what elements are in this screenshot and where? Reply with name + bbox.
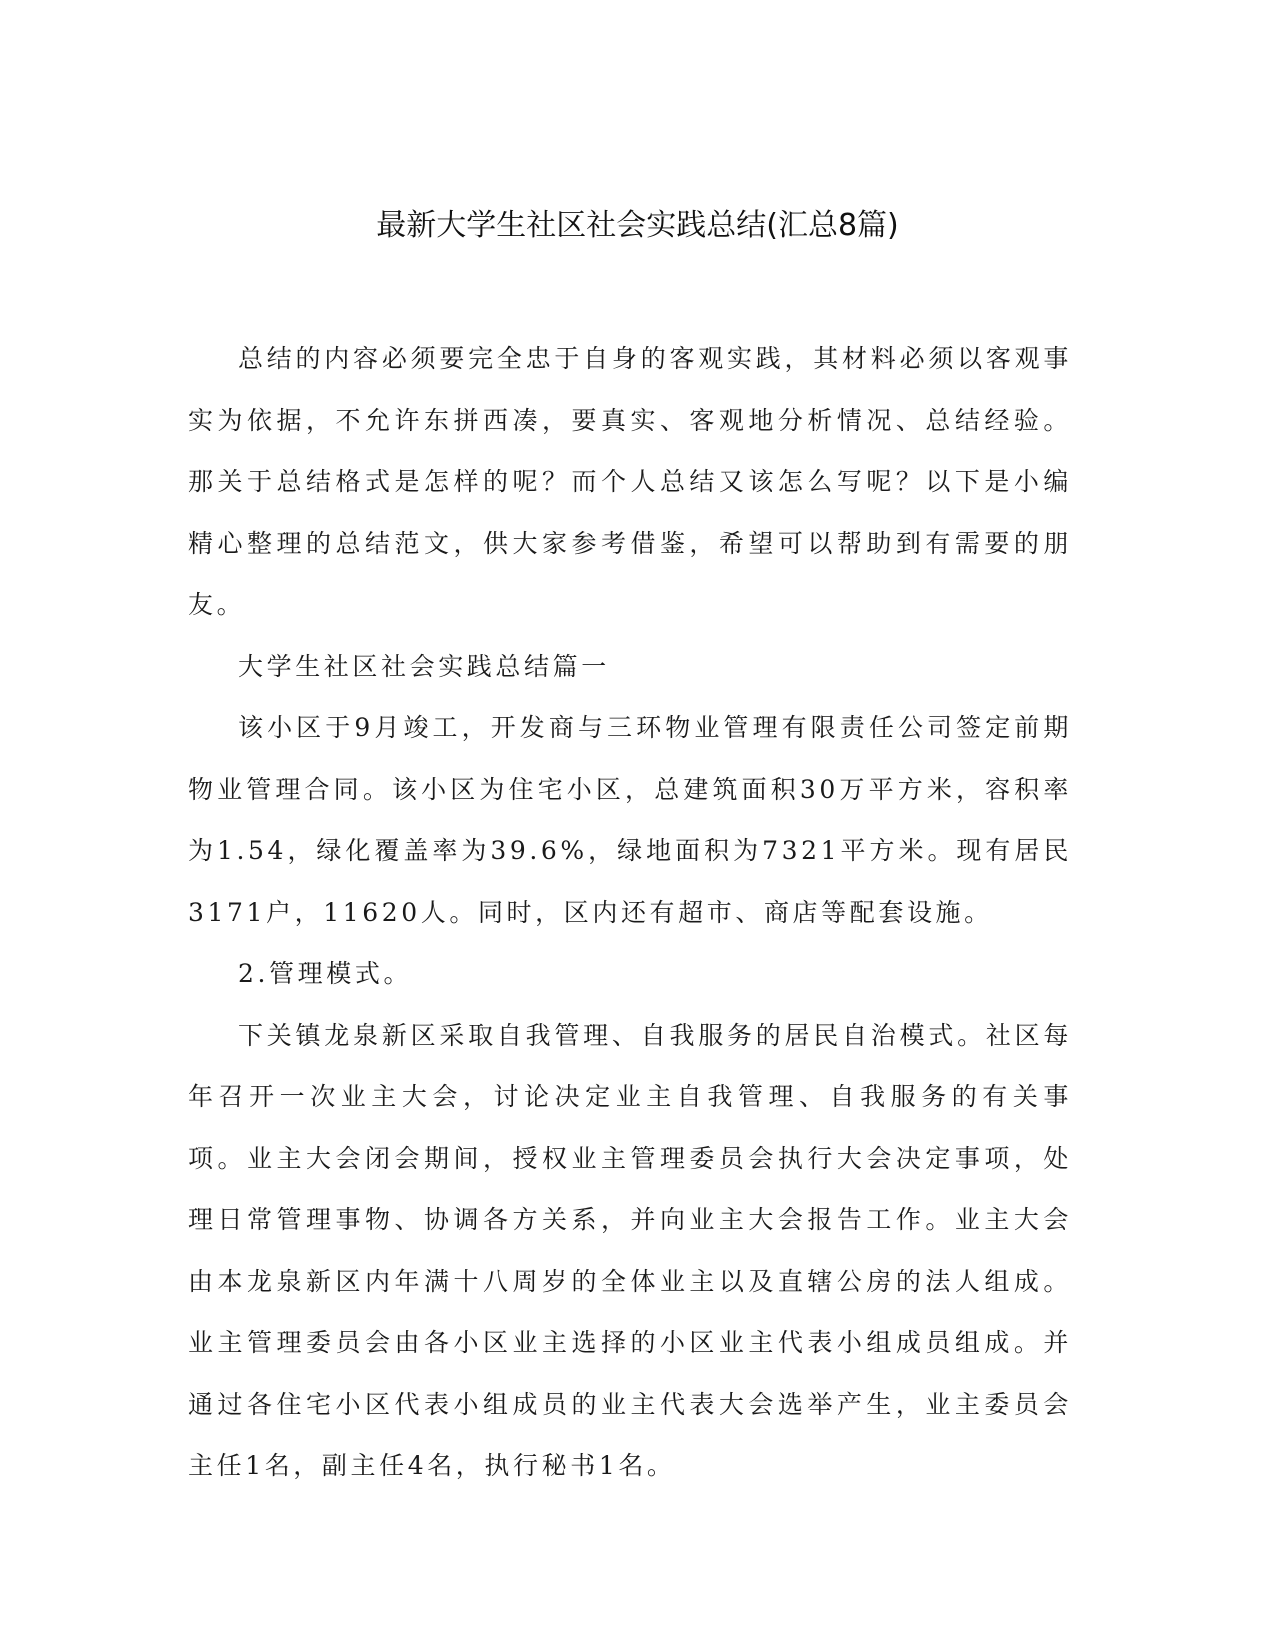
intro-paragraph: 总结的内容必须要完全忠于自身的客观实践，其材料必须以客观事实为依据，不允许东拼西凑，要真实、客观地分析情况、总结经验。那关于总结格式是怎样的呢？而个人总结又该怎么写呢？以下是小编精心整理的总结范文，供大家参考借鉴，希望可以帮助到有需要的朋友。 <box>188 344 1072 619</box>
subheading-management-mode: 2.管理模式。 <box>238 959 413 988</box>
document-body <box>188 328 1072 1497</box>
document-title: 最新大学生社区社会实践总结(汇总8篇) <box>376 208 899 243</box>
management-mode-paragraph: 下关镇龙泉新区采取自我管理、自我服务的居民自治模式。社区每年召开一次业主大会，讨论决定业主自我管理、自我服务的有关事项。业主大会闭会期间，授权业主管理委员会执行大会决定事项，处理日常管理事物、协调各方关系，并向业主大会报告工作。业主大会由本龙泉新区内年满十八周岁的全体业主以及直辖公房的法人组成。业主管理委员会由各小区业主选择的小区业主代表小组成员组成。并通过各住宅小区代表小组成员的业主代表大会选举产生，业主委员会主任1名，副主任4名，执行秘书1名。 <box>188 1020 1072 1480</box>
section-heading: 大学生社区社会实践总结篇一 <box>238 651 610 681</box>
community-overview-paragraph: 该小区于9月竣工，开发商与三环物业管理有限责任公司签定前期物业管理合同。该小区为住宅小区，总建筑面积30万平方米，容积率为1.54，绿化覆盖率为39.6%，绿地面积为7321平方米。现有居民3171户，11620人。同时，区内还有超市、商店等配套设施。 <box>188 713 1072 927</box>
